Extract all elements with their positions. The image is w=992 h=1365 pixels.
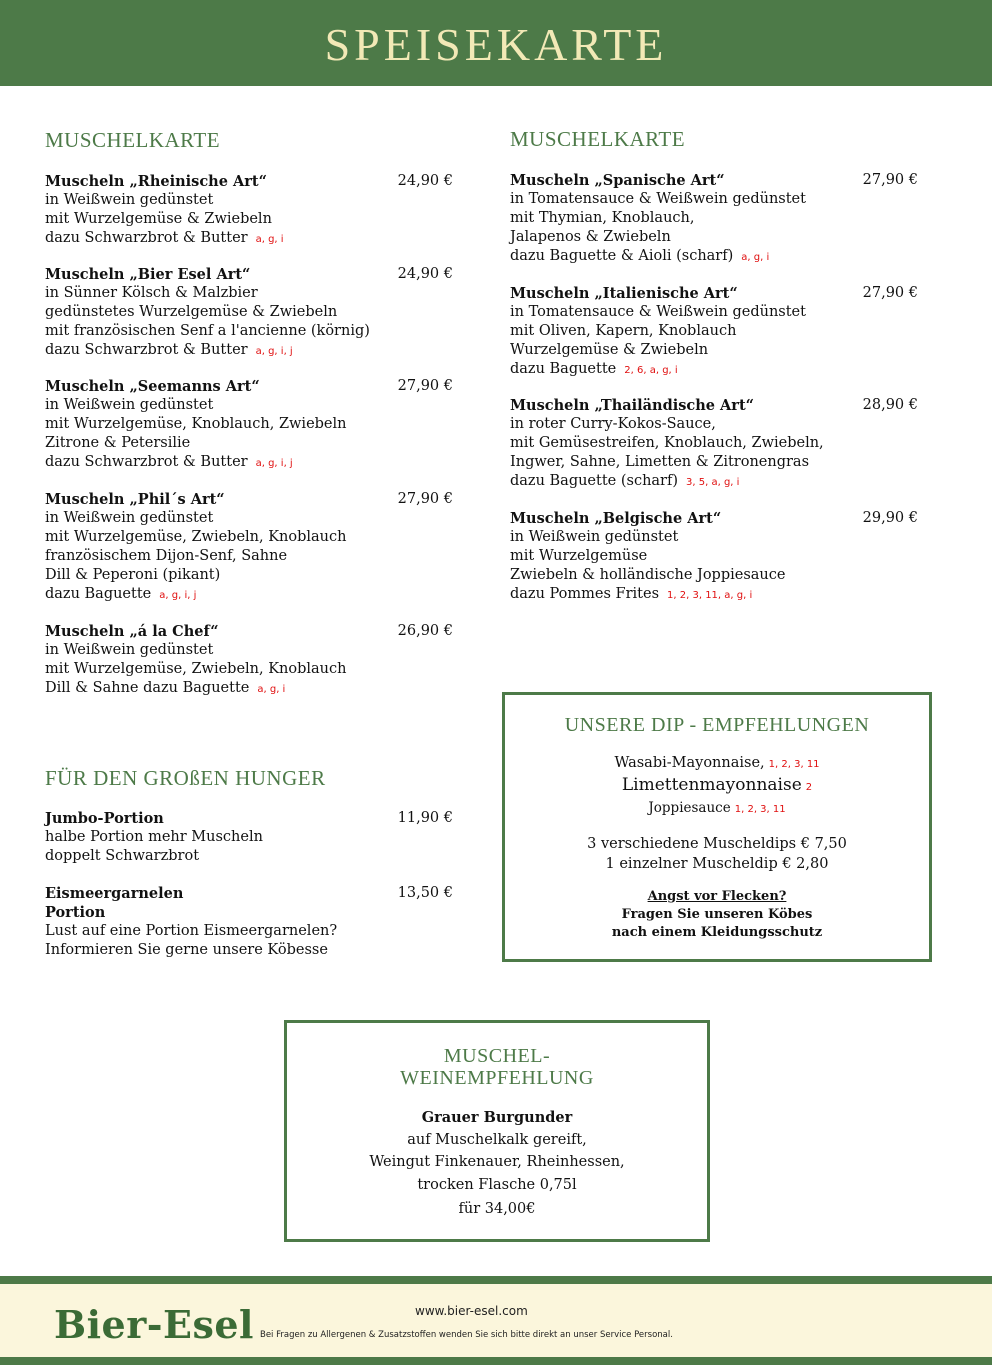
wine-line: auf Muschelkalk gereift, xyxy=(407,1132,587,1148)
item-name: Eismeergarnelen xyxy=(45,885,184,902)
item-line: mit französischen Senf a l'ancienne (körnig) xyxy=(45,323,370,339)
item-line: doppelt Schwarzbrot xyxy=(45,848,200,864)
menu-item xyxy=(45,172,453,249)
item-line: in Tomatensauce & Weißwein gedünstet xyxy=(510,304,806,320)
menu-item xyxy=(510,509,918,605)
dip-name: Joppiesauce xyxy=(648,800,731,816)
allergen-codes: 1, 2, 3, 11, a, g, i xyxy=(667,590,753,601)
item-price: 28,90 € xyxy=(862,397,918,413)
item-line: französischem Dijon-Senf, Sahne xyxy=(45,548,288,564)
allergen-codes: a, g, i, j xyxy=(255,346,293,357)
allergen-codes: a, g, i xyxy=(741,252,770,263)
notice-line: nach einem Kleidungsschutz xyxy=(611,925,823,940)
wine-line: für 34,00€ xyxy=(458,1201,536,1217)
dip-price-line: 3 verschiedene Muscheldips € 7,50 xyxy=(587,836,847,852)
item-line: in Weißwein gedünstet xyxy=(45,642,214,658)
menu-item xyxy=(510,171,918,267)
item-line: in Sünner Kölsch & Malzbier xyxy=(45,285,258,301)
wine-recommendation-box xyxy=(284,1020,710,1242)
item-line: dazu Baguette xyxy=(45,586,152,602)
allergen-codes: 1, 2, 3, 11 xyxy=(768,759,820,770)
item-name: Muscheln „Italienische Art“ xyxy=(510,285,738,302)
menu-item xyxy=(45,884,453,960)
item-line: mit Oliven, Kapern, Knoblauch xyxy=(510,323,737,339)
menu-item xyxy=(45,377,453,473)
item-price: 27,90 € xyxy=(862,172,918,188)
item-line: Dill & Sahne dazu Baguette xyxy=(45,680,250,696)
item-name: Muscheln „Phil´s Art“ xyxy=(45,491,225,508)
allergen-codes: 2 xyxy=(805,782,813,793)
notice-line: Fragen Sie unseren Köbes xyxy=(621,907,813,922)
menu-item xyxy=(45,809,453,866)
wine-box-title: MUSCHEL- xyxy=(443,1045,551,1067)
footer-bar xyxy=(0,1276,992,1365)
right-section-title: MUSCHELKARTE xyxy=(510,127,686,151)
item-name: Jumbo-Portion xyxy=(45,810,164,827)
dip-price-line: 1 einzelner Muscheldip € 2,80 xyxy=(605,856,829,872)
header-banner xyxy=(0,0,992,86)
item-line: in Tomatensauce & Weißwein gedünstet xyxy=(510,191,806,207)
item-price: 24,90 € xyxy=(397,173,453,189)
item-line: Zitrone & Petersilie xyxy=(45,435,191,451)
item-line: in Weißwein gedünstet xyxy=(45,397,214,413)
item-line: Informieren Sie gerne unsere Köbesse xyxy=(45,942,328,958)
item-line: Jalapenos & Zwiebeln xyxy=(510,229,671,245)
allergen-codes: 3, 5, a, g, i xyxy=(686,477,740,488)
item-price: 24,90 € xyxy=(397,266,453,282)
bier-esel-logo: Bier-Esel xyxy=(54,1302,254,1347)
notice-title: Angst vor Flecken? xyxy=(647,889,787,904)
item-line: in roter Curry-Kokos-Sauce, xyxy=(510,416,716,432)
item-line: mit Wurzelgemüse xyxy=(510,548,648,564)
item-name: Muscheln „Spanische Art“ xyxy=(510,172,725,189)
item-line: dazu Baguette & Aioli (scharf) xyxy=(510,248,734,264)
wine-line: trocken Flasche 0,75l xyxy=(417,1177,577,1193)
item-line: mit Wurzelgemüse, Knoblauch, Zwiebeln xyxy=(45,416,347,432)
item-name: Muscheln „Rheinische Art“ xyxy=(45,173,267,190)
allergen-codes: 1, 2, 3, 11 xyxy=(734,804,786,815)
allergen-codes: a, g, i, j xyxy=(255,458,293,469)
item-line: dazu Pommes Frites xyxy=(510,586,660,602)
item-line: mit Wurzelgemüse & Zwiebeln xyxy=(45,211,272,227)
menu-item xyxy=(45,490,453,605)
dip-recommendations-box xyxy=(502,692,932,962)
hunger-section-title: FÜR DEN GROßEN HUNGER xyxy=(45,766,326,790)
item-name: Muscheln „Thailändische Art“ xyxy=(510,397,754,414)
item-name: Muscheln „Belgische Art“ xyxy=(510,510,722,527)
item-line: mit Gemüsestreifen, Knoblauch, Zwiebeln, xyxy=(510,435,824,451)
item-line: Lust auf eine Portion Eismeergarnelen? xyxy=(45,923,338,939)
item-line: in Weißwein gedünstet xyxy=(45,192,214,208)
item-price: 26,90 € xyxy=(397,623,453,639)
item-line: in Weißwein gedünstet xyxy=(510,529,679,545)
menu-item xyxy=(45,265,453,361)
menu-item xyxy=(510,284,918,380)
item-line: Zwiebeln & holländische Joppiesauce xyxy=(510,567,786,583)
item-line: mit Wurzelgemüse, Zwiebeln, Knoblauch xyxy=(45,661,347,677)
item-name-2: Portion xyxy=(45,904,106,921)
item-name: Muscheln „Seemanns Art“ xyxy=(45,378,260,395)
item-price: 27,90 € xyxy=(397,378,453,394)
allergen-codes: a, g, i, j xyxy=(159,590,197,601)
page-title: SPEISEKARTE xyxy=(324,19,668,70)
item-line: dazu Baguette (scharf) xyxy=(510,473,679,489)
allergen-codes: 2, 6, a, g, i xyxy=(624,365,678,376)
item-price: 27,90 € xyxy=(862,285,918,301)
item-line: dazu Schwarzbrot & Butter xyxy=(45,342,248,358)
dip-box-title: UNSERE DIP - EMPFEHLUNGEN xyxy=(564,714,870,736)
item-price: 27,90 € xyxy=(397,491,453,507)
wine-name: Grauer Burgunder xyxy=(421,1109,573,1126)
item-line: Dill & Peperoni (pikant) xyxy=(45,567,221,583)
menu-item xyxy=(510,396,918,492)
item-line: Wurzelgemüse & Zwiebeln xyxy=(510,342,709,358)
website-link[interactable]: www.bier-esel.com xyxy=(415,1304,528,1318)
allergen-codes: a, g, i xyxy=(257,684,286,695)
menu-item xyxy=(45,622,453,699)
item-price: 11,90 € xyxy=(397,810,453,826)
item-line: Ingwer, Sahne, Limetten & Zitronengras xyxy=(510,454,810,470)
left-section-title: MUSCHELKARTE xyxy=(45,128,221,152)
item-name: Muscheln „á la Chef“ xyxy=(45,623,219,640)
wine-line: Weingut Finkenauer, Rheinhessen, xyxy=(369,1154,625,1170)
item-line: dazu Schwarzbrot & Butter xyxy=(45,230,248,246)
dip-name: Wasabi-Mayonnaise, xyxy=(614,755,765,771)
item-line: halbe Portion mehr Muscheln xyxy=(45,829,263,845)
item-line: dazu Schwarzbrot & Butter xyxy=(45,454,248,470)
item-line: mit Thymian, Knoblauch, xyxy=(510,210,695,226)
item-line: dazu Baguette xyxy=(510,361,617,377)
item-line: in Weißwein gedünstet xyxy=(45,510,214,526)
allergen-codes: a, g, i xyxy=(255,234,284,245)
wine-box-title: WEINEMPFEHLUNG xyxy=(400,1067,594,1089)
item-price: 29,90 € xyxy=(862,510,918,526)
allergen-notice: Bei Fragen zu Allergenen & Zusatzstoffen wenden Sie sich bitte direkt an unser Service Personal. xyxy=(260,1330,673,1340)
dip-name: Limettenmayonnaise xyxy=(621,775,802,795)
item-line: gedünstetes Wurzelgemüse & Zwiebeln xyxy=(45,304,338,320)
item-price: 13,50 € xyxy=(397,885,453,901)
item-line: mit Wurzelgemüse, Zwiebeln, Knoblauch xyxy=(45,529,347,545)
item-name: Muscheln „Bier Esel Art“ xyxy=(45,266,251,283)
